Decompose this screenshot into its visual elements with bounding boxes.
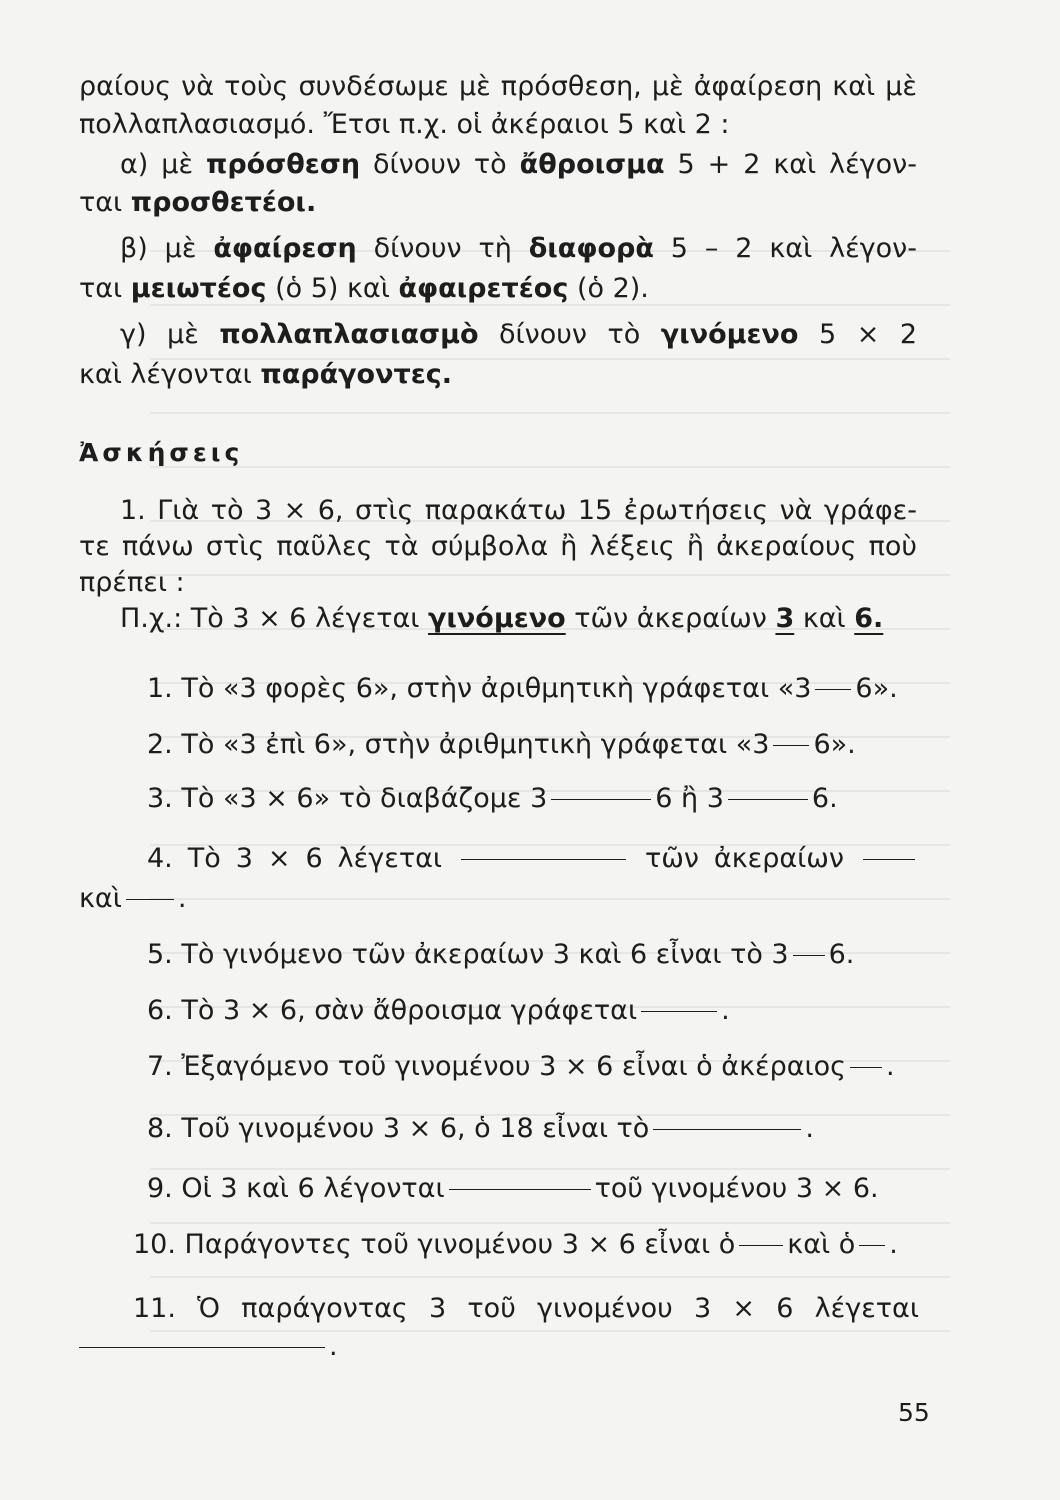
answer-blank[interactable] (551, 799, 651, 800)
term-diafora: διαφορὰ (528, 233, 654, 264)
question-3: 3. Τὸ «3 × 6» τὸ διαβάζομε 3 6 ἢ 3 6. (147, 783, 838, 814)
answer-blank[interactable] (859, 1245, 885, 1246)
beta-line-2: ται μειωτέος (ὁ 5) καὶ ἀφαιρετέος (ὁ 2). (79, 273, 649, 304)
answer-blank[interactable] (815, 689, 851, 690)
answer-blank[interactable] (863, 859, 915, 860)
alpha-line-2: ται προσθετέοι. (79, 187, 317, 218)
example-answer-ginomeno: γινόμενο (427, 603, 566, 634)
question-11-cont: . (79, 1330, 338, 1364)
intro-line-1: ραίους νὰ τοὺς συνδέσωμε μὲ πρόσθεση, μὲ ἀφαίρεση καὶ μὲ (79, 71, 917, 102)
example-answer-6: 6. (854, 603, 884, 634)
answer-blank[interactable] (641, 1011, 717, 1012)
gamma-line-2: καὶ λέγονται παράγοντες. (79, 359, 452, 390)
answer-blank[interactable] (79, 1347, 325, 1348)
question-11: 11. Ὁ παράγοντας 3 τοῦ γινομένου 3 × 6 λέγεται (133, 1293, 919, 1324)
question-8: 8. Τοῦ γινομένου 3 × 6, ὁ 18 εἶναι τὸ . (147, 1113, 814, 1144)
exercise-line-2: τε πάνω στὶς παῦλες τὰ σύμβολα ἢ λέξεις ἢ ἀκεραίους ποὺ (79, 531, 917, 562)
term-ginomeno: γινόμενο (660, 319, 799, 350)
term-afaireteos: ἀφαιρετέος (398, 273, 569, 304)
answer-blank[interactable] (739, 1245, 783, 1246)
question-4: 4. Τὸ 3 × 6 λέγεται τῶν ἀκεραίων (147, 842, 919, 876)
question-9: 9. Οἱ 3 καὶ 6 λέγονται τοῦ γινομένου 3 × 6. (147, 1173, 879, 1204)
term-prosthesi: πρόσθεση (205, 149, 361, 180)
answer-blank[interactable] (449, 1189, 591, 1190)
term-paragontes: παράγοντες. (260, 359, 452, 390)
question-6: 6. Τὸ 3 × 6, σὰν ἄθροισμα γράφεται . (147, 995, 730, 1026)
page-number: 55 (898, 1398, 930, 1427)
answer-blank[interactable] (773, 745, 809, 746)
term-athroisma: ἄθροισμα (519, 149, 665, 180)
exercise-line-3: πρέπει : (79, 567, 185, 598)
exercise-example: Π.χ.: Τὸ 3 × 6 λέγεται γινόμενο τῶν ἀκεραίων 3 καὶ 6. (120, 603, 884, 634)
answer-blank[interactable] (461, 859, 626, 860)
exercises-heading: Ἀσκήσεις (79, 438, 244, 467)
question-10: 10. Παράγοντες τοῦ γινομένου 3 × 6 εἶναι ὁ καὶ ὁ . (133, 1229, 898, 1260)
answer-blank[interactable] (728, 799, 808, 800)
question-1: 1. Τὸ «3 φορὲς 6», στὴν ἀριθμητικὴ γράφεται «3 6». (147, 673, 898, 704)
alpha-line-1: α) μὲ πρόσθεση δίνουν τὸ ἄθροισμα 5 + 2 καὶ λέγον- (120, 149, 918, 180)
term-prosthetoi: προσθετέοι. (130, 187, 317, 218)
beta-line-1: β) μὲ ἀφαίρεση δίνουν τὴ διαφορὰ 5 – 2 καὶ λέγον- (120, 233, 918, 264)
answer-blank[interactable] (126, 899, 174, 900)
answer-blank[interactable] (850, 1067, 882, 1068)
term-pollaplasiasmo: πολλαπλασιασμὸ (219, 319, 479, 350)
gamma-line-1: γ) μὲ πολλαπλασιασμὸ δίνουν τὸ γινόμενο 5 × 2 (120, 319, 918, 350)
answer-blank[interactable] (653, 1129, 801, 1130)
term-afairesi: ἀφαίρεση (213, 233, 357, 264)
intro-line-2: πολλαπλασιασμό. Ἔτσι π.χ. οἱ ἀκέραιοι 5 καὶ 2 : (79, 109, 730, 140)
answer-blank[interactable] (793, 955, 825, 956)
question-2: 2. Τὸ «3 ἐπὶ 6», στὴν ἀριθμητικὴ γράφεται «3 6». (147, 729, 856, 760)
question-5: 5. Τὸ γινόμενο τῶν ἀκεραίων 3 καὶ 6 εἶναι τὸ 3 6. (147, 939, 855, 970)
exercise-line-1: 1. Γιὰ τὸ 3 × 6, στὶς παρακάτω 15 ἐρωτήσεις νὰ γράφε- (120, 495, 917, 526)
example-answer-3: 3 (775, 603, 795, 634)
question-7: 7. Ἐξαγόμενο τοῦ γινομένου 3 × 6 εἶναι ὁ ἀκέραιος . (147, 1051, 895, 1082)
term-meioteos: μειωτέος (130, 273, 267, 304)
question-4-cont: καὶ . (79, 883, 187, 914)
